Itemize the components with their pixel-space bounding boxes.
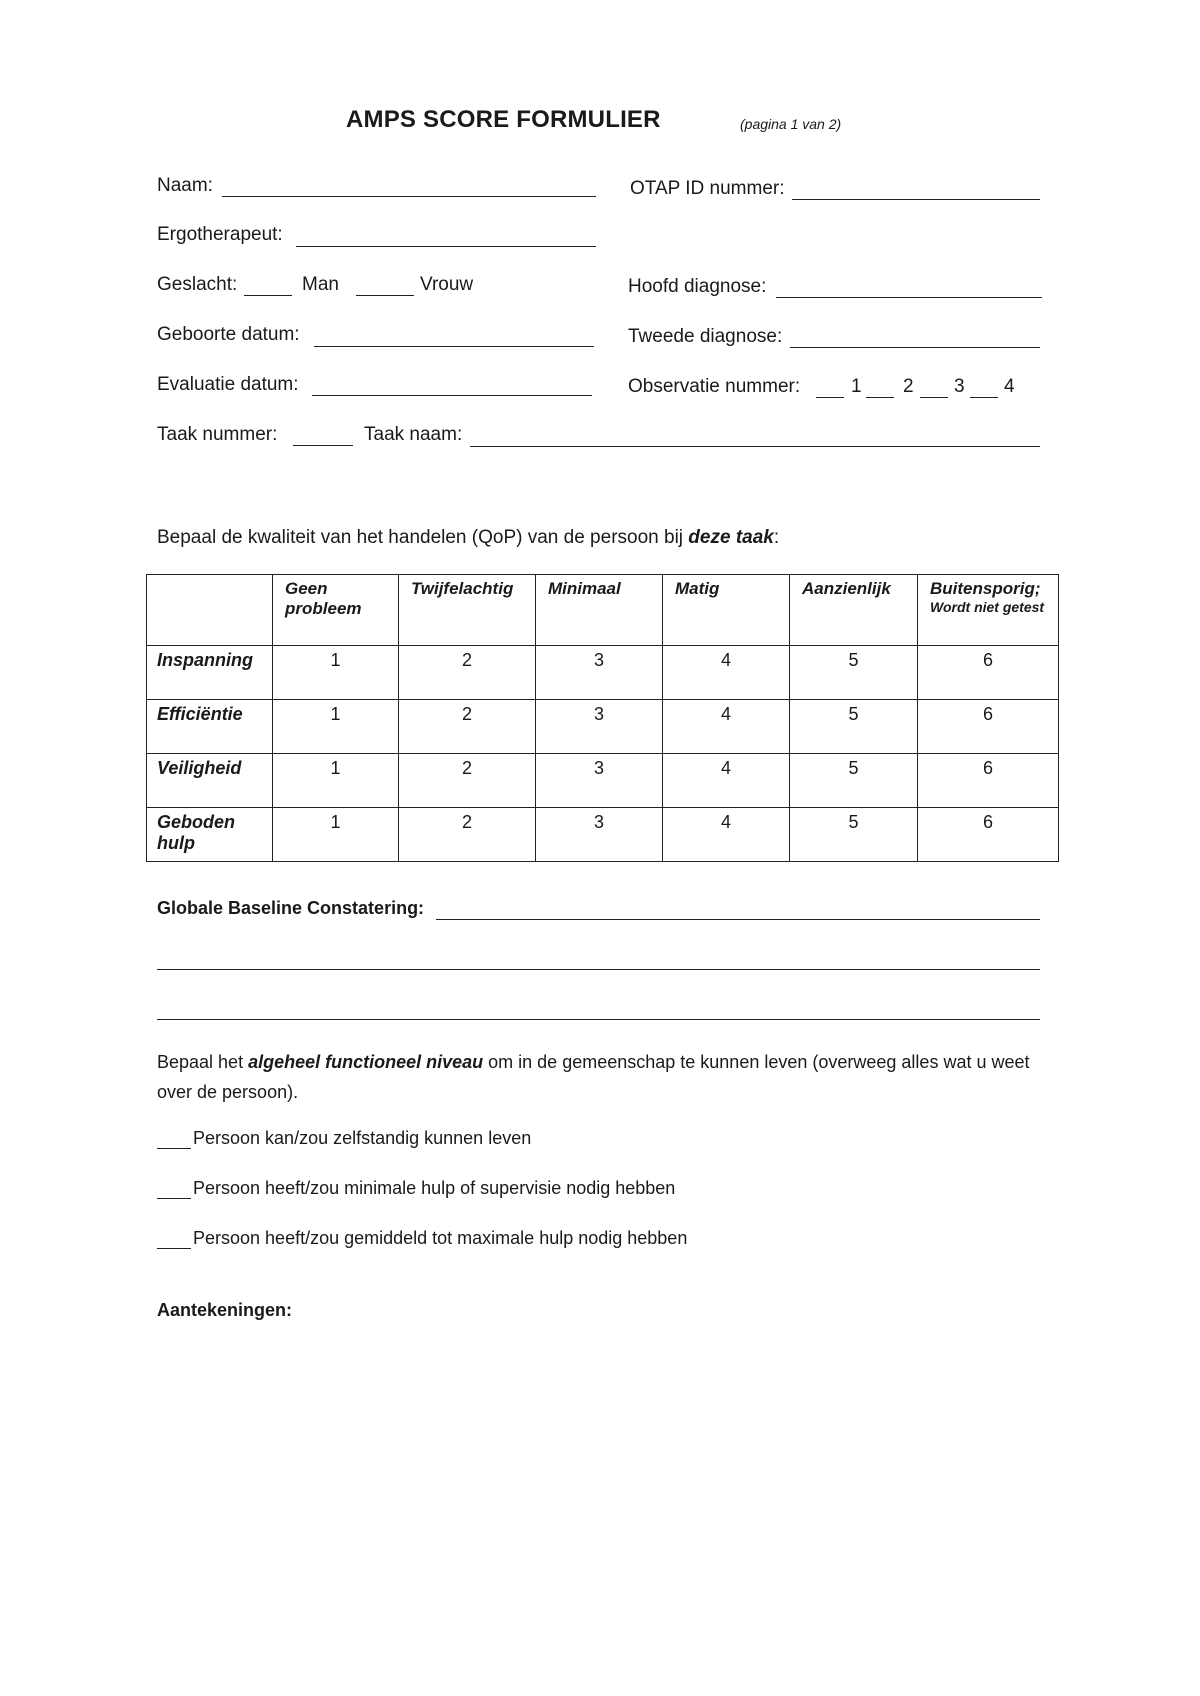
table-row bbox=[147, 700, 1059, 754]
column-header: Minimaal bbox=[536, 575, 663, 646]
observatie-2-checkbox[interactable] bbox=[866, 397, 894, 398]
table-row bbox=[147, 754, 1059, 808]
score-cell[interactable]: 4 bbox=[663, 754, 790, 808]
score-cell[interactable]: 6 bbox=[918, 808, 1059, 862]
score-cell[interactable]: 5 bbox=[790, 646, 918, 700]
page-indicator: (pagina 1 van 2) bbox=[740, 116, 842, 132]
score-cell[interactable]: 4 bbox=[663, 808, 790, 862]
score-cell[interactable]: 6 bbox=[918, 700, 1059, 754]
row-label: Efficiëntie bbox=[147, 700, 273, 754]
taak-nummer-field[interactable] bbox=[293, 445, 353, 446]
ergotherapeut-field[interactable] bbox=[296, 246, 596, 247]
naam-label: Naam: bbox=[157, 175, 213, 196]
geboorte-datum-label: Geboorte datum: bbox=[157, 324, 300, 345]
observatie-4-label: 4 bbox=[1004, 376, 1015, 397]
observatie-3-checkbox[interactable] bbox=[920, 397, 948, 398]
row-label: Veiligheid bbox=[147, 754, 273, 808]
score-cell[interactable]: 3 bbox=[536, 754, 663, 808]
score-cell[interactable]: 2 bbox=[399, 808, 536, 862]
man-label: Man bbox=[302, 274, 339, 295]
score-cell[interactable]: 6 bbox=[918, 754, 1059, 808]
score-cell[interactable]: 5 bbox=[790, 754, 918, 808]
geboorte-datum-field[interactable] bbox=[314, 346, 594, 347]
score-cell[interactable]: 2 bbox=[399, 754, 536, 808]
baseline-line-3[interactable] bbox=[157, 1019, 1040, 1020]
score-cell[interactable]: 5 bbox=[790, 700, 918, 754]
column-header: Geen probleem bbox=[273, 575, 399, 646]
vrouw-label: Vrouw bbox=[420, 274, 474, 295]
taak-naam-field[interactable] bbox=[470, 446, 1040, 447]
evaluatie-datum-label: Evaluatie datum: bbox=[157, 374, 299, 395]
geslacht-label: Geslacht: bbox=[157, 274, 238, 295]
score-cell[interactable]: 2 bbox=[399, 646, 536, 700]
observatie-3-label: 3 bbox=[954, 376, 965, 397]
score-cell[interactable]: 5 bbox=[790, 808, 918, 862]
taak-naam-label: Taak naam: bbox=[364, 424, 463, 445]
qop-intro: Bepaal de kwaliteit van het handelen (QoP) van de persoon bij deze taak: bbox=[157, 527, 780, 548]
column-header: Aanzienlijk bbox=[790, 575, 918, 646]
score-cell[interactable]: 6 bbox=[918, 646, 1059, 700]
vrouw-checkbox[interactable] bbox=[356, 295, 414, 296]
score-cell[interactable]: 1 bbox=[273, 646, 399, 700]
column-header: Matig bbox=[663, 575, 790, 646]
hoofd-diagnose-field[interactable] bbox=[776, 297, 1042, 298]
baseline-label: Globale Baseline Constatering: bbox=[157, 898, 425, 918]
score-cell[interactable]: 1 bbox=[273, 754, 399, 808]
tweede-diagnose-field[interactable] bbox=[790, 347, 1040, 348]
aantekeningen-label: Aantekeningen: bbox=[157, 1300, 293, 1320]
otap-id-field[interactable] bbox=[792, 199, 1040, 200]
observatie-2-label: 2 bbox=[903, 376, 914, 397]
score-cell[interactable]: 3 bbox=[536, 808, 663, 862]
table-corner bbox=[147, 575, 273, 646]
observatie-4-checkbox[interactable] bbox=[970, 397, 998, 398]
column-header: Twijfelachtig bbox=[399, 575, 536, 646]
table-row bbox=[147, 646, 1059, 700]
column-header: Buitensporig; Wordt niet getest bbox=[918, 575, 1059, 646]
tweede-diagnose-label: Tweede diagnose: bbox=[628, 326, 783, 347]
observatie-nummer-label: Observatie nummer: bbox=[628, 376, 801, 397]
evaluatie-datum-field[interactable] bbox=[312, 395, 592, 396]
score-cell[interactable]: 3 bbox=[536, 646, 663, 700]
baseline-line-2[interactable] bbox=[157, 969, 1040, 970]
score-cell[interactable]: 4 bbox=[663, 700, 790, 754]
score-cell[interactable]: 4 bbox=[663, 646, 790, 700]
observatie-1-label: 1 bbox=[851, 376, 862, 397]
man-checkbox[interactable] bbox=[244, 295, 292, 296]
score-cell[interactable]: 1 bbox=[273, 808, 399, 862]
page-title: AMPS SCORE FORMULIER bbox=[346, 106, 661, 133]
observatie-1-checkbox[interactable] bbox=[816, 397, 844, 398]
table-row bbox=[147, 808, 1059, 862]
functioneel-instructie: Bepaal het algeheel functioneel niveau om in de gemeenschap te kunnen leven (overweeg alles wat u weet over de persoon). bbox=[157, 1052, 1030, 1102]
option-zelfstandig-label: Persoon kan/zou zelfstandig kunnen leven bbox=[193, 1128, 532, 1148]
qop-score-table bbox=[146, 574, 1059, 862]
hoofd-diagnose-label: Hoofd diagnose: bbox=[628, 276, 767, 297]
score-cell[interactable]: 2 bbox=[399, 700, 536, 754]
score-cell[interactable]: 1 bbox=[273, 700, 399, 754]
baseline-line-1[interactable] bbox=[436, 919, 1040, 920]
option-minimale-hulp-label: Persoon heeft/zou minimale hulp of supervisie nodig hebben bbox=[193, 1178, 676, 1198]
option-zelfstandig-checkbox[interactable] bbox=[157, 1148, 191, 1149]
naam-field[interactable] bbox=[222, 196, 596, 197]
option-minimale-hulp-checkbox[interactable] bbox=[157, 1198, 191, 1199]
ergotherapeut-label: Ergotherapeut: bbox=[157, 224, 283, 245]
row-label: Inspanning bbox=[147, 646, 273, 700]
option-maximale-hulp-checkbox[interactable] bbox=[157, 1248, 191, 1249]
otap-id-label: OTAP ID nummer: bbox=[630, 178, 785, 199]
option-maximale-hulp-label: Persoon heeft/zou gemiddeld tot maximale hulp nodig hebben bbox=[193, 1228, 688, 1248]
row-label: Geboden hulp bbox=[147, 808, 273, 862]
score-cell[interactable]: 3 bbox=[536, 700, 663, 754]
taak-nummer-label: Taak nummer: bbox=[157, 424, 278, 445]
